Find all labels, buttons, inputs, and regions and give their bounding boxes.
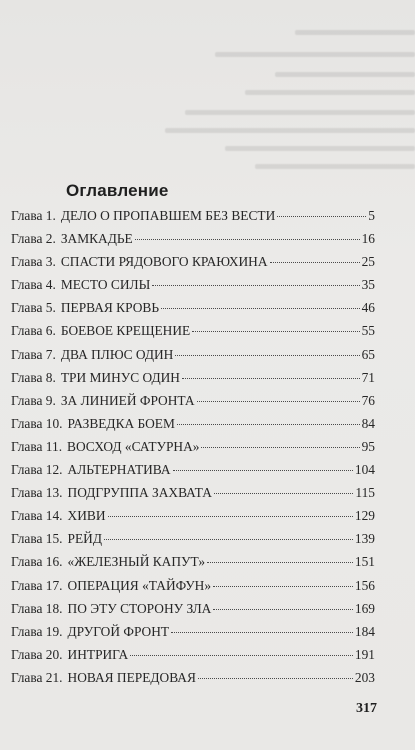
dot-leader (152, 285, 359, 286)
toc-entry[interactable] (11, 204, 375, 227)
chapter-page: 65 (361, 346, 375, 362)
chapter-title: ДВА ПЛЮС ОДИН (60, 346, 174, 362)
chapter-page: 55 (361, 323, 375, 339)
chapter-title: ПО ЭТУ СТОРОНУ ЗЛА (67, 600, 212, 616)
chapter-number: Глава 10. (11, 415, 63, 431)
dot-leader (270, 262, 360, 263)
dot-leader (161, 308, 360, 309)
dot-leader (213, 586, 353, 587)
toc-entry[interactable] (11, 574, 375, 597)
chapter-title: «ЖЕЛЕЗНЫЙ КАПУТ» (67, 554, 206, 570)
chapter-title: ХИВИ (67, 508, 106, 524)
dot-leader (198, 678, 353, 679)
toc-entry[interactable] (11, 250, 375, 273)
chapter-page: 71 (361, 369, 375, 385)
chapter-number: Глава 2. (11, 231, 56, 247)
toc-entry[interactable] (11, 458, 375, 481)
dot-leader (277, 216, 366, 217)
chapter-title: БОЕВОЕ КРЕЩЕНИЕ (60, 323, 191, 339)
toc-entry[interactable] (11, 620, 375, 643)
chapter-number: Глава 3. (11, 254, 56, 270)
dot-leader (173, 470, 353, 471)
chapter-page: 184 (354, 623, 375, 639)
chapter-number: Глава 15. (11, 531, 63, 547)
chapter-page: 35 (361, 277, 375, 293)
toc-entry[interactable] (11, 273, 375, 296)
chapter-page: 156 (354, 577, 375, 593)
toc-entry[interactable] (11, 227, 375, 250)
chapter-number: Глава 21. (11, 669, 63, 685)
chapter-title: РЕЙД (67, 531, 102, 547)
toc-entry[interactable] (11, 550, 375, 573)
toc-entry[interactable] (11, 597, 375, 620)
chapter-number: Глава 8. (11, 369, 56, 385)
chapter-number: Глава 19. (11, 623, 63, 639)
toc-entry[interactable] (11, 643, 375, 666)
chapter-title: ОПЕРАЦИЯ «ТАЙФУН» (67, 577, 212, 593)
dot-leader (177, 424, 360, 425)
chapter-number: Глава 6. (11, 323, 56, 339)
toc-entry[interactable] (11, 435, 375, 458)
toc-entry[interactable] (11, 504, 375, 527)
chapter-number: Глава 4. (11, 277, 56, 293)
dot-leader (135, 239, 360, 240)
chapter-number: Глава 17. (11, 577, 63, 593)
chapter-title: ДЕЛО О ПРОПАВШЕМ БЕЗ ВЕСТИ (60, 208, 276, 223)
chapter-page: 203 (354, 669, 375, 685)
chapter-title: НОВАЯ ПЕРЕДОВАЯ (67, 669, 196, 685)
dot-leader (207, 562, 353, 563)
chapter-title: ТРИ МИНУС ОДИН (60, 369, 180, 385)
chapter-title: ИНТРИГА (67, 646, 129, 662)
dot-leader (130, 655, 353, 656)
chapter-page: 115 (355, 485, 375, 501)
chapter-page: 191 (354, 646, 375, 662)
show-through-text (50, 28, 415, 178)
chapter-page: 169 (354, 600, 375, 616)
toc-entry[interactable] (11, 366, 375, 389)
chapter-title: ЗА ЛИНИЕЙ ФРОНТА (60, 392, 195, 408)
toc-entry[interactable] (11, 389, 375, 412)
dot-leader (108, 516, 353, 517)
chapter-title: АЛЬТЕРНАТИВА (67, 462, 171, 478)
toc-entry[interactable] (11, 412, 375, 435)
chapter-number: Глава 14. (11, 508, 63, 524)
toc-entry[interactable] (11, 527, 375, 550)
chapter-number: Глава 7. (11, 346, 56, 362)
chapter-title: ВОСХОД «САТУРНА» (67, 438, 200, 454)
toc-entry[interactable] (11, 319, 375, 342)
chapter-page: 25 (361, 254, 375, 270)
chapter-title: ПЕРВАЯ КРОВЬ (60, 300, 160, 316)
chapter-title: ПОДГРУППА ЗАХВАТА (67, 485, 212, 501)
chapter-page: 104 (354, 462, 375, 478)
chapter-number: Глава 1. (11, 208, 56, 223)
toc-entry[interactable] (11, 666, 375, 689)
chapter-number: Глава 5. (11, 300, 56, 316)
chapter-page: 5 (368, 208, 375, 223)
chapter-page: 84 (361, 415, 375, 431)
toc-entry[interactable] (11, 481, 375, 504)
chapter-title: МЕСТО СИЛЫ (60, 277, 151, 293)
dot-leader (175, 355, 359, 356)
chapter-page: 16 (361, 231, 375, 247)
chapter-page: 76 (361, 392, 375, 408)
chapter-title: СПАСТИ РЯДОВОГО КРАЮХИНА (60, 254, 268, 270)
dot-leader (197, 401, 360, 402)
chapter-title: ДРУГОЙ ФРОНТ (67, 623, 170, 639)
dot-leader (171, 632, 353, 633)
chapter-number: Глава 13. (11, 485, 63, 501)
chapter-number: Глава 9. (11, 392, 56, 408)
chapter-page: 95 (361, 438, 375, 454)
toc-entry[interactable] (11, 296, 375, 319)
table-of-contents (11, 204, 375, 689)
chapter-page: 139 (354, 531, 375, 547)
dot-leader (104, 539, 353, 540)
chapter-page: 151 (354, 554, 375, 570)
page-number: 317 (356, 701, 377, 716)
chapter-number: Глава 16. (11, 554, 63, 570)
chapter-number: Глава 11. (11, 438, 63, 454)
chapter-number: Глава 20. (11, 646, 63, 662)
dot-leader (213, 609, 353, 610)
dot-leader (201, 447, 359, 448)
dot-leader (192, 331, 359, 332)
toc-entry[interactable] (11, 343, 375, 366)
chapter-title: РАЗВЕДКА БОЕМ (67, 415, 175, 431)
chapter-number: Глава 12. (11, 462, 63, 478)
dot-leader (182, 378, 360, 379)
chapter-page: 129 (354, 508, 375, 524)
dot-leader (214, 493, 354, 494)
chapter-number: Глава 18. (11, 600, 63, 616)
chapter-page: 46 (361, 300, 375, 316)
toc-heading: Оглавление (66, 181, 169, 201)
chapter-title: ЗАМКАДЬЕ (60, 231, 133, 247)
